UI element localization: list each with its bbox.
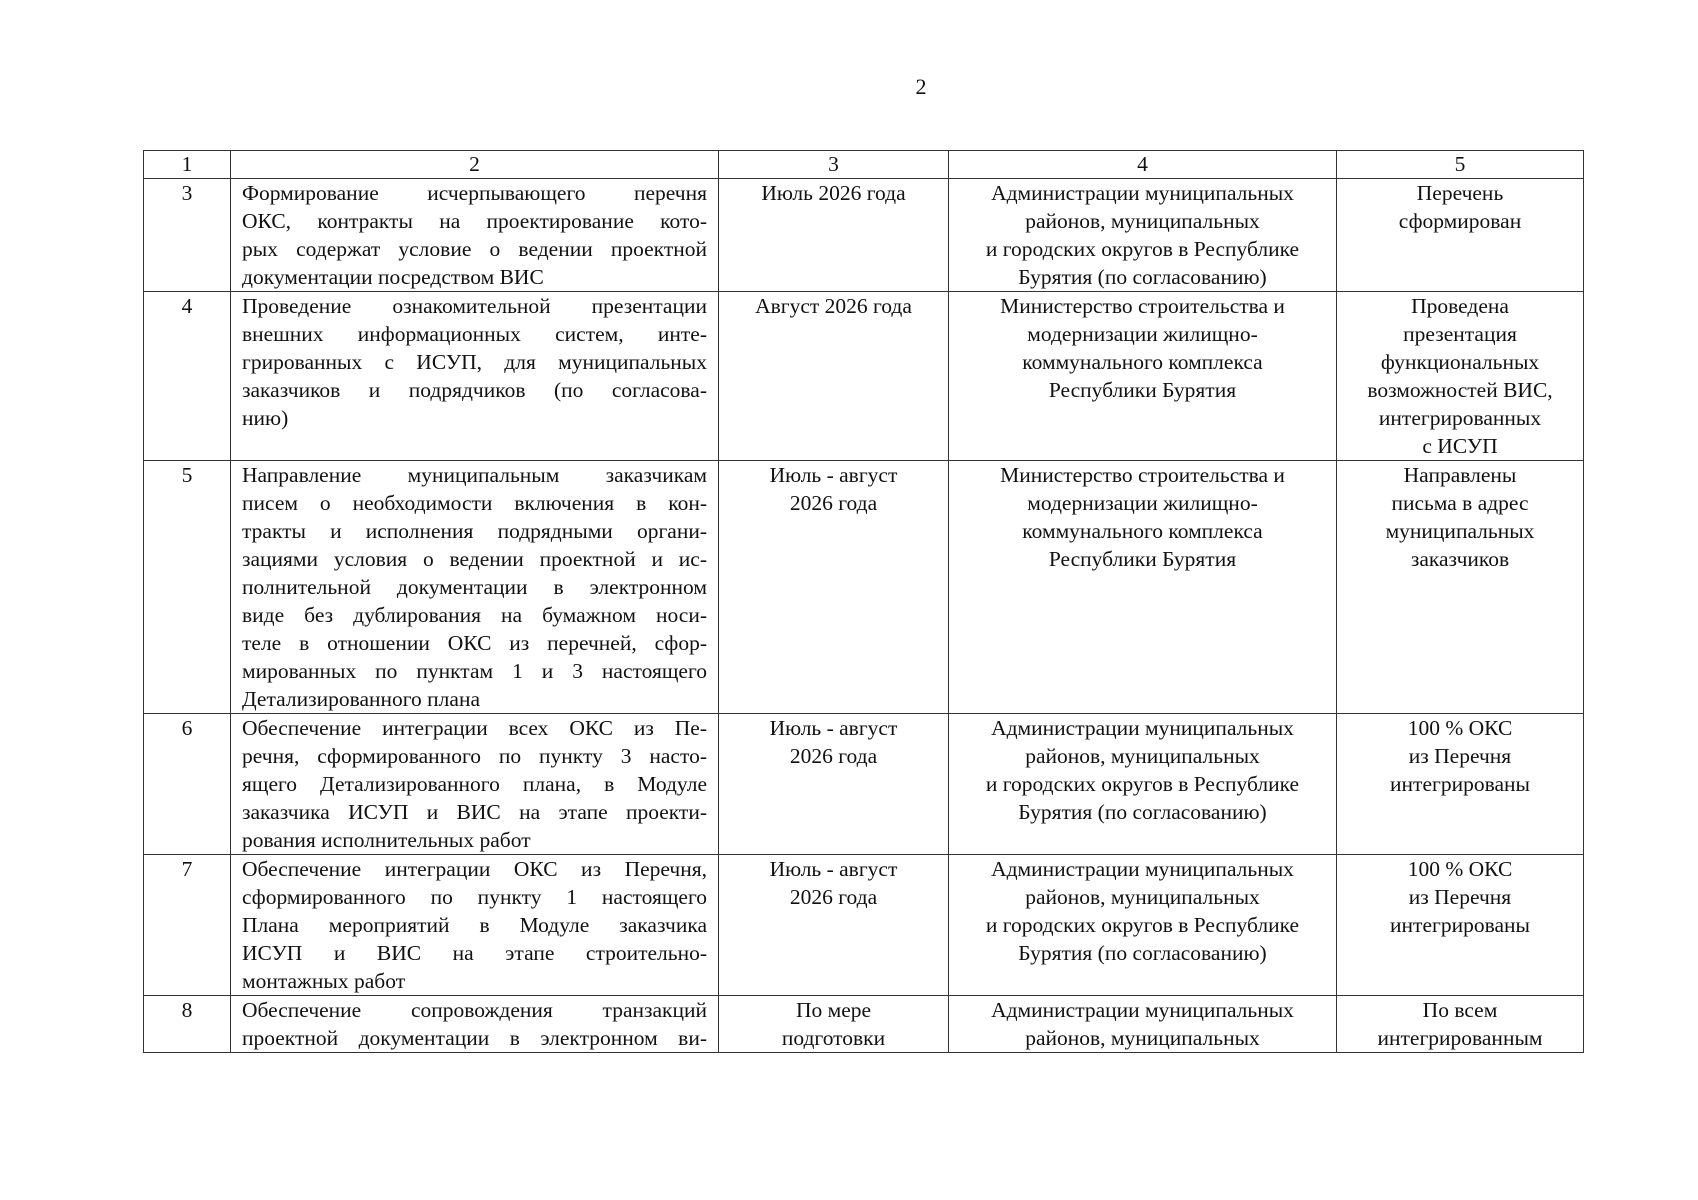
responsible-party-line: Администрации муниципальных: [991, 998, 1294, 1022]
responsible-party-line: коммунального комплекса: [1022, 519, 1263, 543]
deadline-line: Июль - август: [769, 463, 898, 487]
deadline-line: Август 2026 года: [755, 294, 912, 318]
responsible-party-line: коммунального комплекса: [1022, 350, 1263, 374]
measure-description-line: документации посредством ВИС: [242, 265, 544, 289]
deadline: [719, 996, 949, 1053]
expected-result-line: Проведена: [1411, 294, 1509, 318]
responsible-party-line: Республики Бурятия: [1048, 378, 1237, 402]
measure-description-line: внешних информационных систем, инте-: [242, 322, 707, 346]
expected-result-line: 100 % ОКС: [1407, 857, 1513, 881]
table-row: [144, 855, 1584, 996]
column-number-2: 2: [231, 151, 719, 179]
column-number-1: 1: [144, 151, 231, 179]
measure-description-line: Плана мероприятий в Модуле заказчика: [242, 913, 707, 937]
deadline: [719, 855, 949, 996]
deadline-line: 2026 года: [789, 885, 878, 909]
measure-description: [231, 179, 719, 292]
measure-description-line: нию): [242, 406, 289, 430]
measure-description-line: мированных по пунктам 1 и 3 настоящего: [242, 659, 707, 683]
responsible-party-line: Министерство строительства и: [1000, 463, 1285, 487]
expected-result-line: интегрированным: [1377, 1026, 1543, 1050]
deadline-line: 2026 года: [789, 491, 878, 515]
measure-description-line: писем о необходимости включения в кон-: [242, 491, 707, 515]
deadline: [719, 179, 949, 292]
deadline: [719, 292, 949, 461]
expected-result-line: возможностей ВИС,: [1367, 378, 1553, 402]
plan-table: [143, 150, 1584, 1053]
expected-result-line: презентация: [1403, 322, 1517, 346]
item-number: 4: [144, 292, 231, 461]
table-row: [144, 714, 1584, 855]
measure-description-line: рых содержат условие о ведении проектной: [242, 237, 707, 261]
column-number-row: [144, 151, 1584, 179]
deadline-line: Июль - август: [769, 857, 898, 881]
item-number: 6: [144, 714, 231, 855]
measure-description: [231, 855, 719, 996]
measure-description-line: теле в отношении ОКС из перечней, сфор-: [242, 631, 707, 655]
responsible-party-line: Администрации муниципальных: [991, 181, 1294, 205]
column-number-4: 4: [949, 151, 1337, 179]
table-row: [144, 461, 1584, 714]
expected-result-line: По всем: [1422, 998, 1498, 1022]
table-row: [144, 996, 1584, 1053]
expected-result: [1337, 461, 1584, 714]
item-number: 8: [144, 996, 231, 1053]
measure-description-line: Формирование исчерпывающего перечня: [242, 181, 707, 205]
expected-result: [1337, 292, 1584, 461]
column-number-3: 3: [719, 151, 949, 179]
responsible-party-line: Бурятия (по согласованию): [1018, 265, 1267, 289]
measure-description-line: рования исполнительных работ: [242, 828, 531, 852]
measure-description-line: сформированного по пункту 1 настоящего: [242, 885, 707, 909]
table-row: [144, 292, 1584, 461]
measure-description: [231, 996, 719, 1053]
measure-description-line: заказчика ИСУП и ВИС на этапе проекти-: [242, 800, 707, 824]
measure-description: [231, 292, 719, 461]
measure-description-line: Направление муниципальным заказчикам: [242, 463, 707, 487]
item-number: 5: [144, 461, 231, 714]
deadline-line: подготовки: [781, 1026, 886, 1050]
responsible-party-line: Министерство строительства и: [1000, 294, 1285, 318]
expected-result-line: Направлены: [1403, 463, 1517, 487]
responsible-party-line: Администрации муниципальных: [991, 857, 1294, 881]
expected-result-line: сформирован: [1398, 209, 1522, 233]
measure-description-line: Проведение ознакомительной презентации: [242, 294, 707, 318]
measure-description-line: проектной документации в электронном ви-: [242, 1026, 707, 1050]
expected-result-line: Перечень: [1416, 181, 1504, 205]
expected-result-line: интегрированы: [1390, 772, 1530, 796]
measure-description: [231, 714, 719, 855]
responsible-party: [949, 179, 1337, 292]
expected-result: [1337, 179, 1584, 292]
expected-result: [1337, 996, 1584, 1053]
measure-description-line: речня, сформированного по пункту 3 насто-: [242, 744, 707, 768]
expected-result-line: муниципальных: [1385, 519, 1535, 543]
measure-description-line: ИСУП и ВИС на этапе строительно-: [242, 941, 707, 965]
responsible-party-line: Бурятия (по согласованию): [1018, 800, 1267, 824]
responsible-party-line: Администрации муниципальных: [991, 716, 1294, 740]
responsible-party-line: Бурятия (по согласованию): [1018, 941, 1267, 965]
table-row: [144, 179, 1584, 292]
responsible-party-line: и городских округов в Республике: [985, 772, 1300, 796]
page-number: 2: [915, 74, 927, 99]
expected-result-line: с ИСУП: [1422, 434, 1498, 458]
measure-description-line: зациями условия о ведении проектной и ис-: [242, 547, 707, 571]
responsible-party-line: и городских округов в Республике: [985, 237, 1300, 261]
item-number: 3: [144, 179, 231, 292]
measure-description-line: виде без дублирования на бумажном носи-: [242, 603, 707, 627]
responsible-party: [949, 855, 1337, 996]
expected-result-line: интегрированы: [1390, 913, 1530, 937]
measure-description: [231, 461, 719, 714]
measure-description-line: грированных с ИСУП, для муниципальных: [242, 350, 707, 374]
deadline: [719, 714, 949, 855]
measure-description-line: Детализированного плана: [242, 687, 481, 711]
plan-table-body: [144, 151, 1584, 1053]
expected-result-line: 100 % ОКС: [1407, 716, 1513, 740]
deadline-line: Июль - август: [769, 716, 898, 740]
expected-result-line: функциональных: [1380, 350, 1540, 374]
measure-description-line: монтажных работ: [242, 969, 406, 993]
expected-result-line: интегрированных: [1378, 406, 1542, 430]
responsible-party-line: районов, муниципальных: [1025, 1026, 1260, 1050]
responsible-party-line: районов, муниципальных: [1025, 744, 1260, 768]
measure-description-line: Обеспечение интеграции ОКС из Перечня,: [242, 857, 707, 881]
measure-description-line: тракты и исполнения подрядными органи-: [242, 519, 707, 543]
expected-result-line: из Перечня: [1408, 885, 1512, 909]
deadline: [719, 461, 949, 714]
expected-result: [1337, 855, 1584, 996]
responsible-party-line: районов, муниципальных: [1025, 209, 1260, 233]
responsible-party: [949, 292, 1337, 461]
responsible-party: [949, 714, 1337, 855]
responsible-party-line: и городских округов в Республике: [985, 913, 1300, 937]
responsible-party: [949, 996, 1337, 1053]
deadline-line: По мере: [795, 998, 872, 1022]
deadline-line: 2026 года: [789, 744, 878, 768]
measure-description-line: полнительной документации в электронном: [242, 575, 707, 599]
measure-description-line: Обеспечение сопровождения транзакций: [242, 998, 707, 1022]
expected-result: [1337, 714, 1584, 855]
column-number-5: 5: [1337, 151, 1584, 179]
item-number: 7: [144, 855, 231, 996]
responsible-party-line: модернизации жилищно-: [1027, 491, 1258, 515]
expected-result-line: из Перечня: [1408, 744, 1512, 768]
expected-result-line: письма в адрес: [1391, 491, 1529, 515]
responsible-party: [949, 461, 1337, 714]
measure-description-line: ящего Детализированного плана, в Модуле: [242, 772, 707, 796]
deadline-line: Июль 2026 года: [761, 181, 906, 205]
measure-description-line: ОКС, контракты на проектирование кото-: [242, 209, 707, 233]
responsible-party-line: модернизации жилищно-: [1027, 322, 1258, 346]
responsible-party-line: районов, муниципальных: [1025, 885, 1260, 909]
responsible-party-line: Республики Бурятия: [1048, 547, 1237, 571]
measure-description-line: Обеспечение интеграции всех ОКС из Пе-: [242, 716, 707, 740]
measure-description-line: заказчиков и подрядчиков (по согласова-: [242, 378, 707, 402]
expected-result-line: заказчиков: [1410, 547, 1510, 571]
